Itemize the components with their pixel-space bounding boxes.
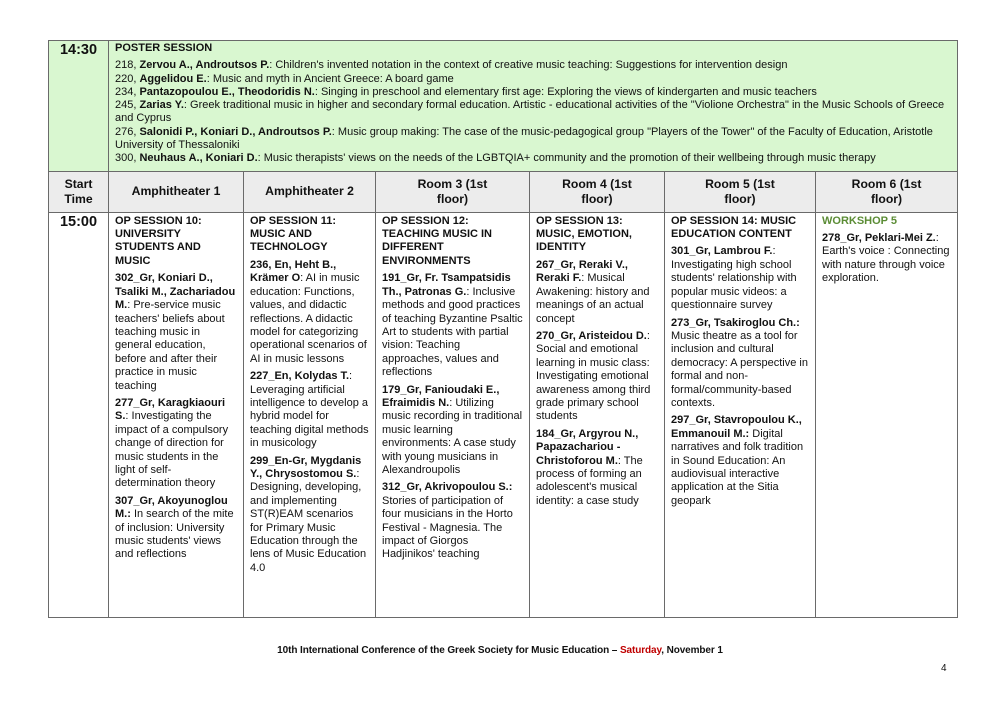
talk-entry	[250, 455, 369, 576]
talk-entry	[671, 317, 809, 411]
talk-authors: 179_Gr, Fanioudaki E., Efraimidis N.	[382, 383, 500, 409]
talk-title: : Utilizing music recording in traditional music learning environments: A case study with young musicians in Alexandroupolis	[382, 396, 523, 476]
poster-authors: Zarias Y.	[139, 99, 184, 112]
header-start-time: Start Time	[49, 171, 109, 212]
poster-authors: Salonidi P., Koniari D., Androutsos P.	[139, 125, 332, 138]
poster-item	[115, 73, 951, 86]
session-title: OP SESSION 13: MUSIC, EMOTION, IDENTITY	[536, 214, 632, 254]
session-cell	[530, 212, 665, 617]
poster-session-cell	[109, 41, 958, 172]
talk-title: Music theatre as a tool for inclusion and cultural democracy: A perspective in formal and non-formal/community-based contexts.	[671, 329, 808, 409]
talk-title: : Leveraging artificial intelligence to develop a hybrid model for teaching digital methods in musicology	[250, 370, 369, 450]
poster-title-text: : Music group making: The case of the music-pedagogical group "Players of the Tower" of the Faculty of Education, Aristotle University of Thessaloniki	[115, 125, 933, 152]
poster-time: 14:30	[49, 41, 109, 172]
poster-id: 245,	[115, 99, 140, 112]
header-room-5: Room 5 (1st floor)	[665, 171, 816, 212]
session-cell	[376, 212, 530, 617]
talk-entry	[822, 232, 951, 245]
talk-title: : Musical Awakening: history and meanings of an actual concept	[536, 272, 650, 325]
footer-date: , November 1	[661, 645, 723, 656]
talk-entry	[115, 272, 237, 393]
talk-authors: 307_Gr, Akoyunoglou M.:	[115, 494, 228, 521]
talk-title: : Inclusive methods and good practices of teaching Byzantine Psaltic Art to students with partial vision: Teaching approaches, values and reflections	[382, 285, 523, 379]
session-title: OP SESSION 12: TEACHING MUSIC IN DIFFERENT ENVIRONMENTS	[382, 214, 492, 267]
header-room-amphitheater-1: Amphitheater 1	[109, 171, 244, 212]
poster-title-text: : Greek traditional music in higher and secondary formal education. Artistic - educational activities of the "Violione Orchestra" in the Music Schools of Greece and Cyprus	[115, 99, 945, 125]
poster-item	[115, 152, 951, 165]
poster-title-text: : Children's invented notation in the context of creative music teaching: Suggestions for intervention design	[269, 59, 788, 72]
poster-item	[115, 99, 951, 126]
schedule-table	[48, 40, 958, 618]
poster-authors: Zervou A., Androutsos P.	[139, 59, 270, 72]
header-row	[49, 171, 958, 212]
talk-authors: 297_Gr, Stavropoulou K., Emmanouil M.:	[671, 414, 802, 440]
talk-authors: 302_Gr, Koniari D., Tsaliki M., Zachariadou M.	[115, 272, 236, 312]
talk-entry	[822, 245, 951, 285]
talk-title: : Investigating the impact of a compulsory change of direction for music students in the light of self-determination theory	[115, 410, 229, 490]
talk-entry	[115, 397, 237, 491]
session-title: OP SESSION 10: UNIVERSITY STUDENTS AND MUSIC	[115, 214, 202, 267]
poster-id: 220,	[115, 72, 140, 85]
poster-id: 300,	[115, 152, 140, 165]
session-row-1500	[49, 212, 958, 617]
talk-title: In search of the mite of inclusion: University music students' views and reflections	[115, 508, 234, 561]
talk-entry	[382, 384, 523, 478]
talk-title: :	[935, 232, 939, 245]
header-room-6: Room 6 (1st floor)	[816, 171, 958, 212]
talk-entry	[671, 414, 809, 508]
poster-item	[115, 59, 951, 72]
talk-authors: 312_Gr, Akrivopoulou S.:	[382, 481, 513, 494]
talk-title: Stories of participation of four musicians in the Horto Festival - Magnesia. The impact of Giorgos Hadjinikos' teaching	[382, 494, 513, 561]
talk-title: : Designing, developing, and implementing ST(R)EAM scenarios for Primary Music Education through the lens of Music Education 4.0	[250, 467, 367, 574]
poster-title-text: : Music and myth in Ancient Greece: A board game	[206, 72, 454, 85]
talk-authors: 184_Gr, Argyrou N., Papazachariou - Christoforou M.	[536, 427, 639, 467]
poster-authors: Neuhaus A., Koniari D.	[139, 152, 258, 165]
page-footer	[0, 645, 1000, 656]
poster-list	[115, 59, 951, 165]
talk-title: : AI in music education: Functions, values, and didactic reflections. A didactic model for categorizing operational scenarios of AI in music lessons	[250, 272, 367, 365]
session-title: OP SESSION 14: MUSIC EDUCATION CONTENT	[671, 214, 797, 241]
poster-id: 234,	[115, 85, 140, 98]
talk-entry	[115, 495, 237, 562]
poster-session-row	[49, 41, 958, 172]
talk-title: Digital narratives and folk tradition in Sound Education: An audiovisual interactive application at the Sitia geopark	[671, 427, 804, 507]
page-number: 4	[941, 663, 947, 674]
talk-authors: 277_Gr, Karagkiaouri S.	[115, 396, 226, 423]
talk-title: : Social and emotional learning in music class: Investigating emotional awareness among third grade primary school students	[536, 329, 651, 423]
talk-entry	[382, 481, 523, 561]
workshop-title: WORKSHOP 5	[822, 214, 897, 227]
session-cell	[816, 212, 958, 617]
talk-title: Earth's voice : Connecting with nature through voice exploration.	[822, 245, 950, 285]
header-room-3: Room 3 (1st floor)	[376, 171, 530, 212]
footer-day: Saturday	[619, 645, 662, 656]
header-room-4: Room 4 (1st floor)	[530, 171, 665, 212]
poster-title-text: : Music therapists' views on the needs of the LGBTQIA+ community and the promotion of their wellbeing through music therapy	[257, 152, 876, 165]
session-cell	[244, 212, 376, 617]
talk-entry	[536, 428, 658, 508]
talk-title: : Pre-service music teachers' beliefs about teaching music in general education, before and after their practice in music teaching	[115, 299, 225, 392]
poster-authors: Pantazopoulou E., Theodoridis N.	[139, 85, 315, 98]
talk-entry	[250, 259, 369, 366]
session-cell	[665, 212, 816, 617]
session-cell	[109, 212, 244, 617]
talk-authors: 299_En-Gr, Mygdanis Y., Chrysostomou S.	[250, 454, 362, 480]
talk-authors: 270_Gr, Aristeidou D.	[536, 329, 647, 342]
poster-session-title: POSTER SESSION	[115, 42, 213, 54]
talk-authors: 301_Gr, Lambrou F.	[671, 245, 773, 258]
poster-id: 218,	[115, 59, 140, 72]
talk-entry	[250, 370, 369, 450]
footer-conference-title: 10th International Conference of the Greek Society for Music Education –	[277, 645, 620, 656]
poster-id: 276,	[115, 125, 140, 138]
talk-title: : Investigating high school students' relationship with popular music videos: a questionnaire survey	[671, 245, 797, 312]
talk-authors: 267_Gr, Reraki V., Reraki F.	[536, 258, 628, 285]
session-time: 15:00	[49, 212, 109, 617]
talk-authors: 273_Gr, Tsakiroglou Ch.:	[671, 316, 800, 329]
poster-item	[115, 86, 951, 99]
talk-entry	[536, 330, 658, 424]
talk-authors: 236, En, Heht B., Krämer O	[250, 258, 337, 285]
talk-title: : The process of forming an adolescent's musical identity: a case study	[536, 454, 643, 507]
session-title: OP SESSION 11: MUSIC AND TECHNOLOGY	[250, 214, 337, 254]
poster-title-text: : Singing in preschool and elementary first age: Exploring the views of kindergarten and music teachers	[314, 85, 817, 98]
talk-authors: 191_Gr, Fr. Tsampatsidis Th., Patronas G.	[382, 272, 511, 298]
talk-authors: 278_Gr, Peklari-Mei Z.	[822, 232, 936, 245]
talk-entry	[671, 245, 809, 312]
talk-entry	[382, 272, 523, 379]
header-room-amphitheater-2: Amphitheater 2	[244, 171, 376, 212]
poster-item	[115, 126, 951, 153]
talk-authors: 227_En, Kolydas T.	[250, 370, 350, 383]
talk-entry	[536, 259, 658, 326]
poster-authors: Aggelidou E.	[139, 72, 207, 85]
